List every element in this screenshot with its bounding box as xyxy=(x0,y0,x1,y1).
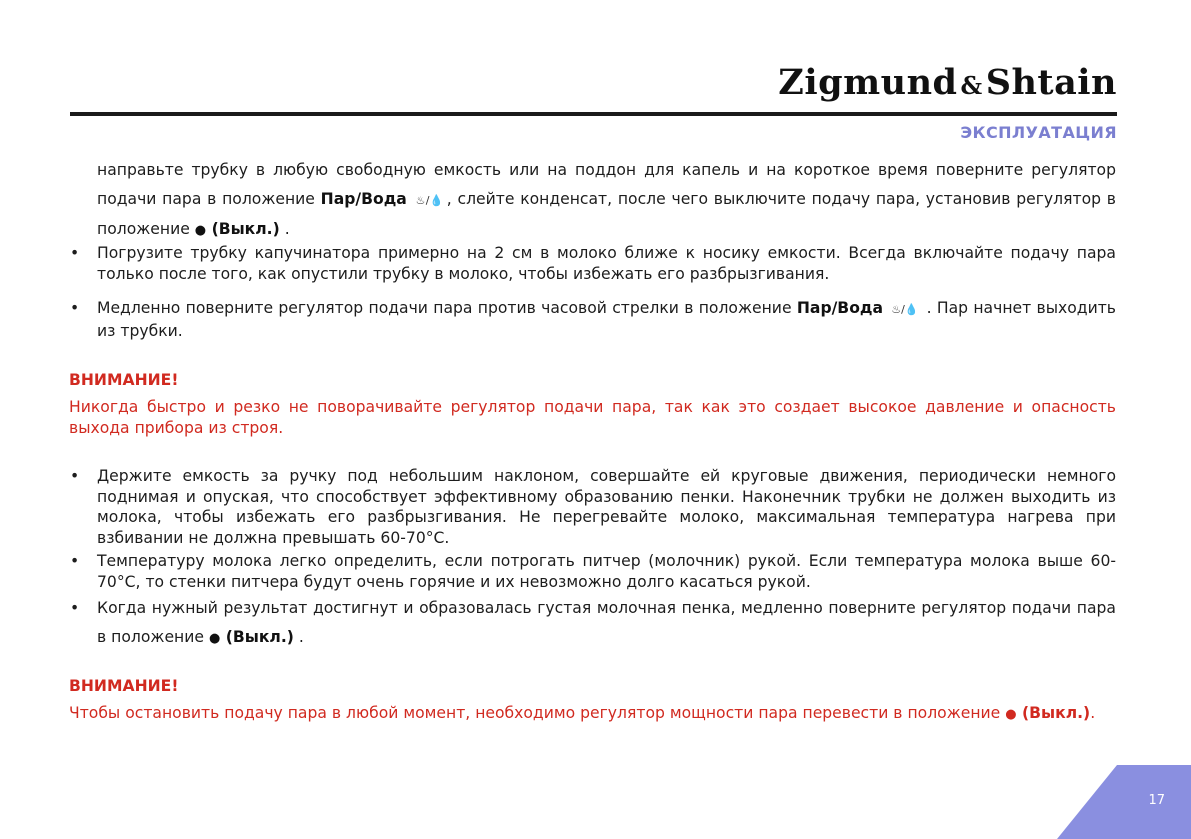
warning-text: Никогда быстро и резко не поворачивайте регулятор подачи пара, так как это создает высокое давление и опасность выхода прибора из строя. xyxy=(69,398,1116,437)
brand-ampersand: & xyxy=(960,71,983,100)
warning-text-start: Чтобы остановить подачу пара в любой момент, необходимо регулятор мощности пара перевести в положение xyxy=(69,704,1001,722)
list-item xyxy=(70,466,1116,548)
page-number: 17 xyxy=(1148,793,1165,808)
warning-text-end: . xyxy=(1090,704,1096,722)
warning-title: ВНИМАНИЕ! xyxy=(69,677,179,695)
corner-decoration xyxy=(1057,765,1191,839)
list-item xyxy=(70,298,1116,341)
mode-off-label: (Выкл.) xyxy=(211,220,280,238)
bullet-icon: • xyxy=(70,299,80,317)
steam-water-icon: ♨/💧 xyxy=(415,194,444,207)
intro-line2-end: , слейте конденсат, после чего выключите подачу пара, установив регулятор xyxy=(446,190,1102,208)
brand-name-right: Shtain xyxy=(985,62,1117,103)
brand-name-left: Zigmund xyxy=(778,62,958,103)
bullet-icon: • xyxy=(70,552,80,570)
steam-water-icon: ♨/💧 xyxy=(891,303,919,316)
warning-text xyxy=(69,703,1116,726)
list-item xyxy=(70,243,1116,284)
bullet-icon: • xyxy=(70,599,80,617)
bullet-icon: • xyxy=(70,244,80,262)
off-dot-icon: ● xyxy=(194,223,207,238)
list-item-text: Температуру молока легко определить, если потрогать питчер (молочник) рукой. Если температура молока выше 60-70°С, то стенки питчера будут очень горячие и их невозможно долго касаться рукой. xyxy=(97,552,1116,591)
section-title: ЭКСПЛУАТАЦИЯ xyxy=(960,123,1117,142)
bullet-icon: • xyxy=(70,467,80,485)
list-item-text: Медленно поверните регулятор подачи пара против часовой стрелки в положение xyxy=(97,299,792,317)
mode-off-label: (Выкл.) xyxy=(225,628,294,646)
mode-steam-water-label: Пар/Вода xyxy=(796,299,884,317)
intro-line3-end: . xyxy=(284,220,290,238)
intro-line3-start: в положение xyxy=(97,190,1116,238)
intro-line1: направьте трубку в любую свободную емкость или на поддон для капель и на короткое время поверните регулятор xyxy=(97,161,1116,179)
off-dot-icon: ● xyxy=(208,631,221,646)
list-item-text: Когда нужный результат достигнут и образовалась густая молочная пенка, медленно поверните регулятор подачи пара в положение xyxy=(97,599,1116,646)
warning-title: ВНИМАНИЕ! xyxy=(69,371,179,389)
list-item-text-end: . Пар начнет выходить из трубки. xyxy=(97,299,1116,340)
list-item-text-end: . xyxy=(298,628,304,646)
intro-line2-start: подачи пара в положение xyxy=(97,190,315,208)
mode-off-label: (Выкл.) xyxy=(1022,704,1091,722)
mode-steam-water-label: Пар/Вода xyxy=(320,190,407,208)
off-dot-icon: ● xyxy=(1005,707,1017,722)
list-item-text: Погрузите трубку капучинатора примерно на 2 см в молоко ближе к носику емкости. Всегда включайте подачу пара только после того, как опустили трубку в молоко, чтобы избежать его разбрызгивания. xyxy=(97,244,1116,283)
list-item-text: Держите емкость за ручку под небольшим наклоном, совершайте ей круговые движения, периодически немного поднимая и опуская, что способствует эффективному образованию пенки. Наконечник трубки не должен выходить из молока, чтобы избежать его разбрызгивания. Не перегревайте молоко, максимальная температура нагрева при взбивании не должна превышать 60-70°С. xyxy=(97,467,1116,547)
list-item xyxy=(70,551,1116,592)
intro-paragraph xyxy=(97,156,1116,245)
list-item xyxy=(70,594,1116,653)
